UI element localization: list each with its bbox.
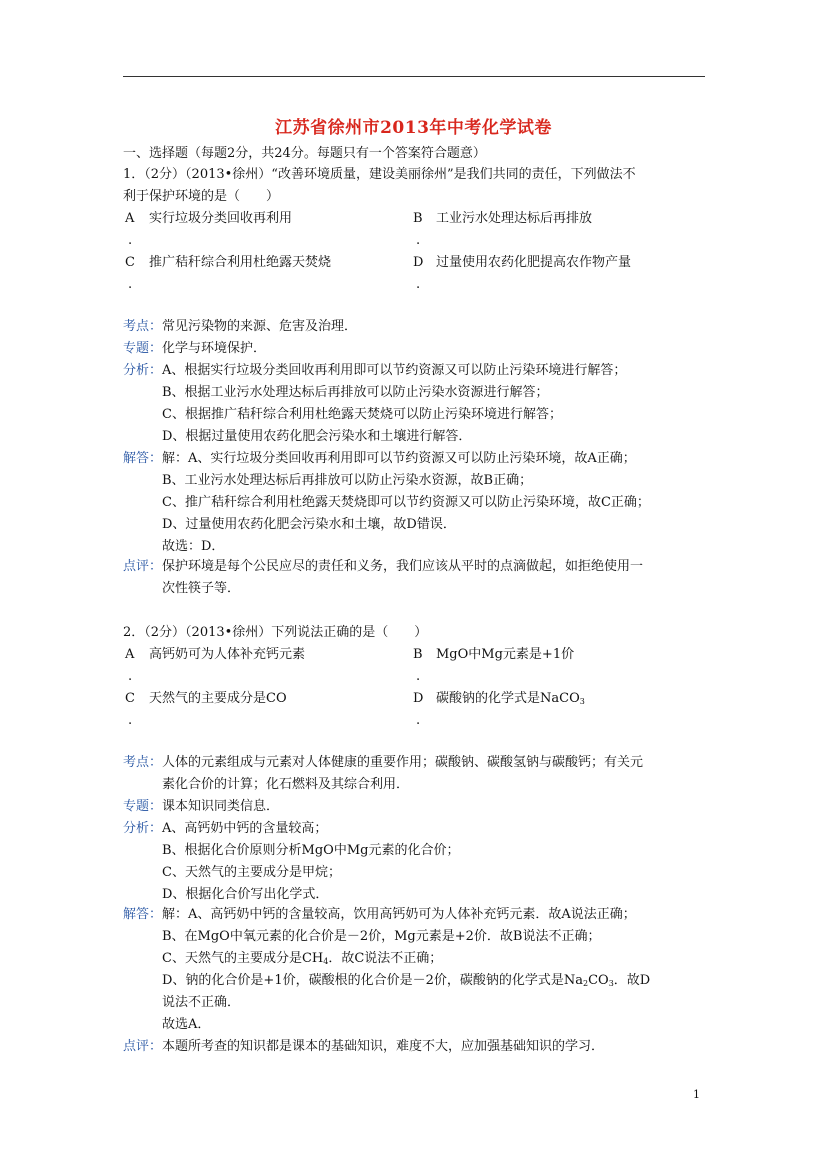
q2-fenxi [123, 820, 327, 838]
q1-option-d-letter: D [413, 255, 424, 270]
q1-option-d: 过量使用农药化肥提高农作物产量 [436, 255, 632, 270]
q2-kaodian-line: 人体的元素组成与元素对人体健康的重要作用；碳酸钠、碳酸氢钠与碳酸钙；有关元 [162, 755, 644, 770]
q1-option-c-letter: C [125, 255, 135, 270]
q2-fenxi-line: C、天然气的主要成分是甲烷； [162, 865, 341, 880]
q2-option-a-letter: A [125, 647, 135, 662]
jieda-label: 解答： [123, 907, 163, 922]
q1-kaodian-text: 常见污染物的来源、危害及治理． [162, 319, 358, 334]
q1-option-b-dot: . [416, 233, 421, 248]
q1-jieda [123, 450, 636, 468]
q2-jieda-text: D、钠的化合价是+1价，碳酸根的化合价是－2价，碳酸钠的化学式是Na [162, 973, 583, 988]
q2-jieda-text: ．故C说法不正确； [328, 951, 443, 966]
q2-jieda-line: 说法不正确． [162, 995, 241, 1010]
q1-dianping-line: 次性筷子等． [162, 581, 241, 596]
q1-stem-line2: 利于保护环境的是（ ） [123, 189, 280, 204]
subscript: 3 [579, 697, 585, 706]
q2-jieda-line [162, 972, 650, 990]
q1-fenxi-line: B、根据工业污水处理达标后再排放可以防止污染水资源进行解答； [162, 385, 549, 400]
q2-fenxi-line: D、根据化合价写出化学式． [162, 887, 329, 902]
q1-zhuanti-text: 化学与环境保护． [162, 341, 267, 356]
q1-jieda-line: 故选：D． [162, 539, 225, 554]
q1-fenxi-line: D、根据过量使用农药化肥会污染水和土壤进行解答． [162, 429, 472, 444]
q1-option-c-dot: . [128, 277, 133, 292]
q2-dianping-text: 本题所考查的知识都是课本的基础知识，难度不大，应加强基础知识的学习． [162, 1039, 605, 1054]
q1-option-a: 实行垃圾分类回收再利用 [149, 211, 293, 226]
q1-dianping [123, 558, 643, 576]
kaodian-label: 考点： [123, 319, 163, 334]
q2-fenxi-line: B、根据化合价原则分析MgO中Mg元素的化合价； [162, 843, 460, 858]
q2-kaodian [123, 754, 643, 772]
q1-stem-line1: 1．（2分）（2013•徐州）“改善环境质量，建设美丽徐州”是我们共同的责任，下列做法不 [123, 167, 636, 182]
q1-option-a-dot: . [128, 233, 133, 248]
q1-zhuanti [123, 340, 266, 358]
q2-zhuanti [123, 798, 279, 816]
section-heading: 一、选择题（每题2分，共24分。每题只有一个答案符合题意） [123, 146, 486, 161]
q2-zhuanti-text: 课本知识同类信息． [162, 799, 280, 814]
page-title: 江苏省徐州市2013年中考化学试卷 [275, 118, 552, 138]
fenxi-label: 分析： [123, 821, 163, 836]
q1-jieda-line: D、过量使用农药化肥会污染水和土壤，故D错误． [162, 517, 456, 532]
kaodian-label: 考点： [123, 755, 163, 770]
q1-option-b: 工业污水处理达标后再排放 [436, 211, 593, 226]
q2-stem: 2．（2分）（2013•徐州）下列说法正确的是（ ） [123, 625, 428, 640]
q1-jieda-line: B、工业污水处理达标后再排放可以防止污染水资源，故B正确； [162, 473, 533, 488]
q2-option-a: 高钙奶可为人体补充钙元素 [149, 647, 306, 662]
dianping-label: 点评： [123, 1039, 163, 1054]
q2-jieda-line: 故选A． [162, 1017, 211, 1032]
q2-option-b-dot: . [416, 669, 421, 684]
q1-fenxi-line: A、根据实行垃圾分类回收再利用即可以节约资源又可以防止污染环境进行解答； [162, 363, 627, 378]
subscript: 4 [323, 957, 329, 966]
jieda-label: 解答： [123, 451, 163, 466]
q1-kaodian [123, 318, 357, 336]
zhuanti-label: 专题： [123, 341, 163, 356]
q2-option-d-letter: D [413, 691, 424, 706]
q1-option-b-letter: B [413, 211, 423, 226]
fenxi-label: 分析： [123, 363, 163, 378]
dianping-label: 点评： [123, 559, 163, 574]
q2-jieda-text: ．故D [613, 973, 651, 988]
q2-option-c: 天然气的主要成分是CO [149, 691, 287, 706]
q2-jieda-text: CO [588, 973, 609, 988]
q2-option-c-dot: . [128, 713, 133, 728]
q2-option-b-letter: B [413, 647, 423, 662]
q2-option-c-letter: C [125, 691, 135, 706]
q2-option-d-dot: . [416, 713, 421, 728]
q2-fenxi-line: A、高钙奶中钙的含量较高； [162, 821, 328, 836]
q2-jieda-text: C、天然气的主要成分是CH [162, 951, 324, 966]
zhuanti-label: 专题： [123, 799, 163, 814]
q2-kaodian-line: 素化合价的计算；化石燃料及其综合利用． [162, 777, 410, 792]
q1-option-a-letter: A [125, 211, 135, 226]
q2-jieda [123, 906, 636, 924]
q1-jieda-line: 解：A、实行垃圾分类回收再利用即可以节约资源又可以防止污染环境，故A正确； [162, 451, 636, 466]
q2-jieda-line: B、在MgO中氧元素的化合价是－2价，Mg元素是+2价．故B说法不正确； [162, 929, 601, 944]
header-rule [123, 76, 705, 77]
q1-dianping-line: 保护环境是每个公民应尽的责任和义务，我们应该从平时的点滴做起，如拒绝使用一 [162, 559, 644, 574]
page-number: 1 [693, 1088, 700, 1101]
q1-fenxi-line: C、根据推广秸秆综合利用杜绝露天焚烧可以防止污染环境进行解答； [162, 407, 562, 422]
q1-fenxi [123, 362, 626, 380]
q1-jieda-line: C、推广秸秆综合利用杜绝露天焚烧即可以节约资源又可以防止污染环境，故C正确； [162, 495, 650, 510]
q1-option-c: 推广秸秆综合利用杜绝露天焚烧 [149, 255, 332, 270]
q2-jieda-line: 解：A、高钙奶中钙的含量较高，饮用高钙奶可为人体补充钙元素．故A说法正确； [162, 907, 636, 922]
q2-option-b: MgO中Mg元素是+1价 [436, 647, 575, 662]
q1-option-d-dot: . [416, 277, 421, 292]
q2-jieda-line [162, 950, 442, 968]
subscript: 3 [608, 979, 614, 988]
q2-option-a-dot: . [128, 669, 133, 684]
subscript: 2 [582, 979, 589, 988]
q2-dianping [123, 1038, 604, 1056]
q2-option-d-text: 碳酸钠的化学式是NaCO [436, 691, 580, 706]
q2-option-d [436, 690, 585, 708]
